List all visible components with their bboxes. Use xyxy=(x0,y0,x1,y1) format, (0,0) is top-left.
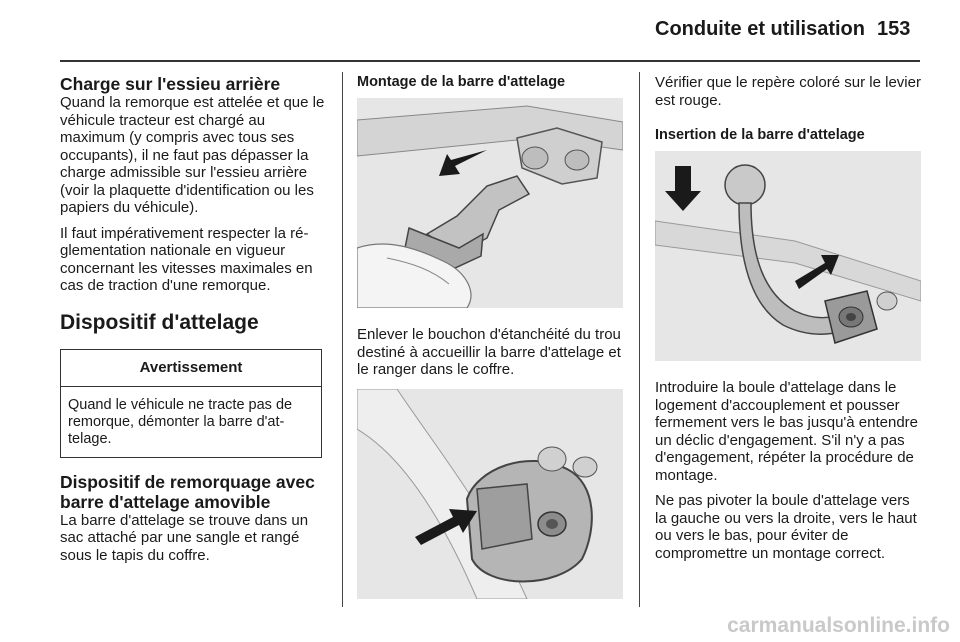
towbar-storage-paragraph: La barre d'attelage se trouve dans un sac attaché par une sangle et rangé sous le tapis du coffre. xyxy=(60,511,309,564)
header-title: Conduite et utilisation xyxy=(655,18,865,40)
insertion-illustration xyxy=(655,151,921,361)
page-number: 153 xyxy=(877,18,911,40)
insertion-figure-title: Insertion de la barre d'attelage xyxy=(655,127,865,143)
insert-ball-paragraph: Introduire la boule d'attelage dans le logement d'accouplement et pousser fermement vers le bas jusqu'à entendre un déclic d'engagement. S'il n'y a pas d'engagement, répéter la procédure de montage. xyxy=(655,379,919,484)
watermark: carmanualsonline.info xyxy=(727,614,950,637)
warning-box xyxy=(60,349,322,458)
right-column xyxy=(655,74,921,570)
mounting-illustration xyxy=(357,98,623,308)
mounting-figure-title: Montage de la barre d'attelage xyxy=(357,74,566,90)
section-title: Dispositif d'attelage xyxy=(60,310,259,334)
removable-towbar-heading: Dispositif de remorquage avec barre d'attelage amovible xyxy=(60,471,315,512)
rear-axle-heading: Charge sur l'essieu arrière xyxy=(60,74,281,94)
column-separator-right xyxy=(639,72,640,607)
warning-title: Avertissement xyxy=(61,350,321,387)
lever-check-paragraph: Vérifier que le repère coloré sur le levier est rouge. xyxy=(655,74,921,109)
rear-axle-paragraph: Quand la remorque est attelée et que le véhicule tracteur est chargé au maximum (y compris avec tous ses occupants), il ne faut pas dépasser la charge admissible sur l'essieu arrière (voir la plaquette d'identification ou les papiers du véhicule). xyxy=(60,94,325,216)
middle-column xyxy=(357,74,623,599)
warning-body: Quand le véhicule ne tracte pas de remorque, démonter la barre d'attelage. xyxy=(68,396,293,447)
header-rule xyxy=(60,60,920,62)
left-column xyxy=(60,74,326,572)
remove-plug-paragraph: Enlever le bouchon d'étanchéité du trou destiné à accueillir la barre d'attelage et le ranger dans le coffre. xyxy=(357,326,621,378)
plug-removal-illustration xyxy=(357,389,623,599)
column-separator-left xyxy=(342,72,343,607)
speed-regulation-paragraph: Il faut impérativement respecter la réglementation nationale en vigueur concernant les vitesses maximales en cas de traction d'une remorque. xyxy=(60,224,313,294)
do-not-pivot-paragraph: Ne pas pivoter la boule d'attelage vers la gauche ou vers la droite, vers le haut ou vers le bas, pour éviter de compromettre un montage correct. xyxy=(655,492,917,562)
